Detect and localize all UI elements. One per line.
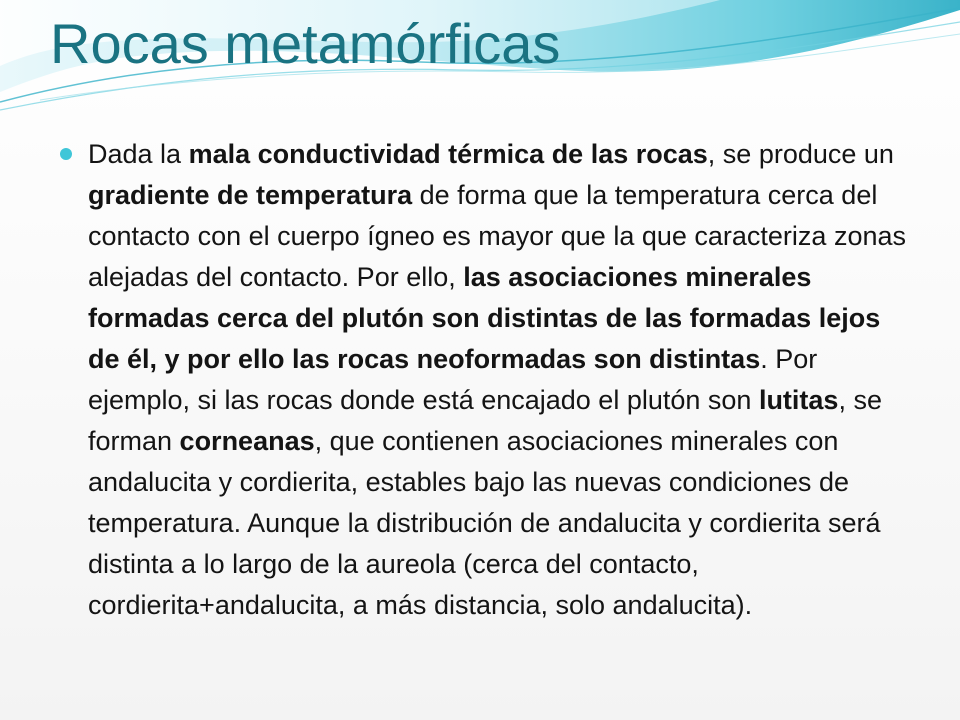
slide-title: Rocas metamórficas	[50, 12, 561, 75]
slide-body	[60, 134, 910, 626]
text-run: de forma que la temperatura cerca del contacto con el cuerpo ígneo es mayor que la que caracteriza zonas alejadas del contacto. Por ello,	[88, 180, 906, 292]
text-run: , se produce un	[707, 139, 894, 169]
text-run: . Por ejemplo, si las rocas donde está encajado el plutón son	[88, 344, 818, 415]
bold-run: las asociaciones minerales formadas cerca del plutón son distintas de las formadas lejos de él, y por ello las rocas neoformadas son distintas	[88, 262, 881, 374]
bold-run: corneanas	[179, 426, 315, 456]
bold-run: lutitas	[758, 385, 839, 415]
bold-run: gradiente de temperatura	[88, 180, 413, 210]
bullet-dot-icon	[60, 148, 72, 160]
text-run: Dada la	[88, 139, 189, 169]
text-run: , que contienen asociaciones minerales con andalucita y cordierita, estables bajo las nuevas condiciones de temperatura. Aunque la distribución de andalucita y cordierita será distinta a lo largo de la aureola (cerca del contacto, cordierita+andalucita, a más distancia, solo andalucita).	[88, 426, 881, 620]
bold-run: mala conductividad térmica de las rocas	[188, 139, 708, 169]
bullet-paragraph	[88, 134, 910, 626]
text-run: , se forman	[88, 385, 882, 456]
